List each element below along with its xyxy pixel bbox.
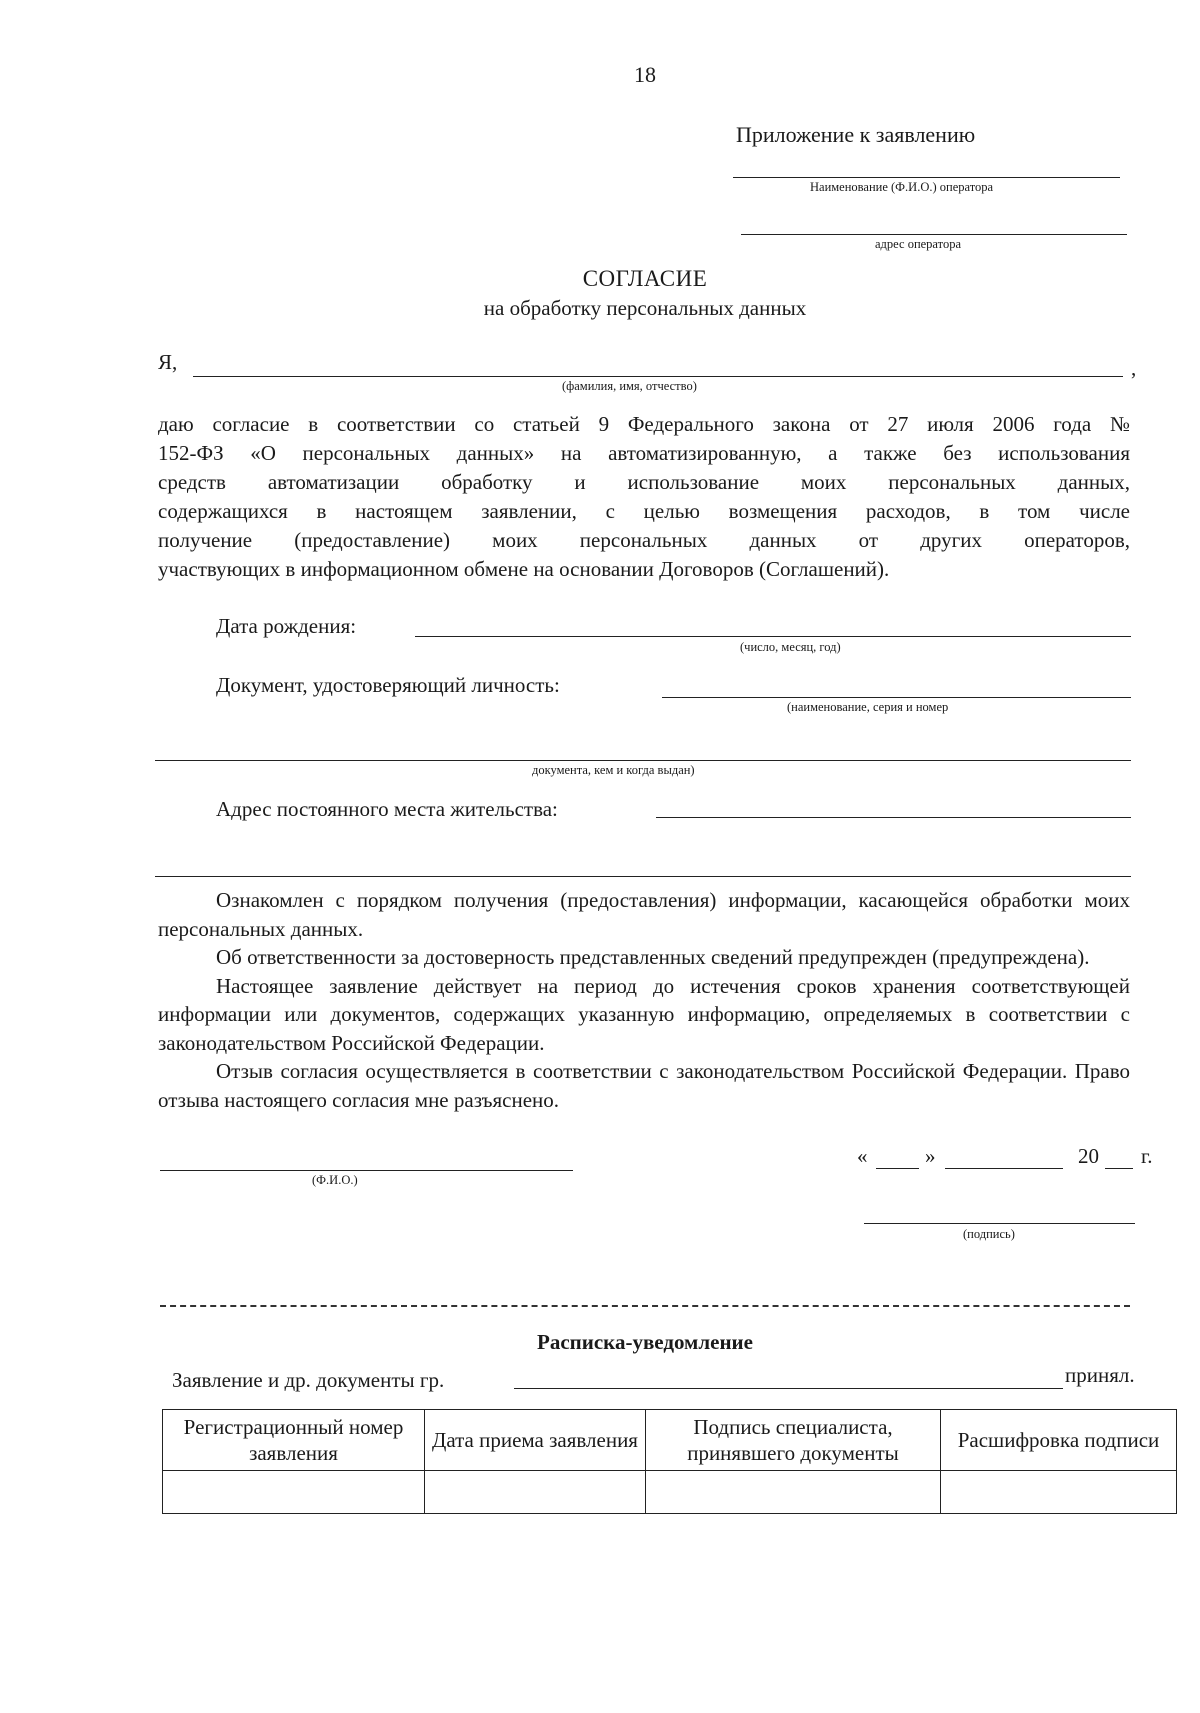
receipt-title: Расписка-уведомление bbox=[537, 1330, 753, 1354]
table-header-row bbox=[163, 1410, 1177, 1471]
consent-line: участвующих в информационном обмене на основании Договоров (Соглашений). bbox=[158, 557, 890, 581]
i-suffix: , bbox=[1131, 356, 1137, 380]
id-document-caption-2: документа, кем и когда выдан) bbox=[532, 763, 695, 777]
fio-short-caption: (Ф.И.О.) bbox=[312, 1173, 358, 1187]
address-label: Адрес постоянного места жительства: bbox=[216, 797, 558, 821]
consent-line: получение (предоставление) моих персональных данных от других операторов, bbox=[158, 528, 1130, 552]
document-subtitle: на обработку персональных данных bbox=[483, 296, 807, 320]
fio-short-line[interactable] bbox=[160, 1170, 573, 1171]
consent-line: 152-ФЗ «О персональных данных» на автоматизированную, а также без использования bbox=[158, 441, 1130, 465]
birth-date-caption: (число, месяц, год) bbox=[740, 640, 841, 654]
date-open-quote: « bbox=[857, 1144, 868, 1168]
consent-line: даю согласие в соответствии со статьей 9 Федерального закона от 27 июля 2006 года № bbox=[158, 412, 1130, 436]
consent-line: средств автоматизации обработку и использование моих персональных данных, bbox=[158, 470, 1130, 494]
acknowledgement-paragraphs bbox=[158, 886, 1130, 1114]
date-year-prefix: 20 bbox=[1078, 1144, 1099, 1168]
date-close-quote: » bbox=[925, 1144, 936, 1168]
date-year-suffix: г. bbox=[1141, 1144, 1153, 1168]
header-acceptance-date: Дата приема заявления bbox=[425, 1410, 646, 1471]
registration-table bbox=[162, 1409, 1177, 1514]
cell-specialist-signature[interactable] bbox=[646, 1471, 941, 1514]
cut-line bbox=[160, 1305, 1130, 1307]
paragraph-acquainted: Ознакомлен с порядком получения (предоставления) информации, касающейся обработки моих персональных данных. bbox=[158, 888, 1130, 941]
date-month-line[interactable] bbox=[945, 1168, 1063, 1169]
address-line[interactable] bbox=[656, 817, 1131, 818]
document-title: СОГЛАСИЕ bbox=[582, 266, 708, 291]
fio-line bbox=[193, 376, 1123, 377]
birth-date-label: Дата рождения: bbox=[216, 614, 357, 638]
cell-acceptance-date[interactable] bbox=[425, 1471, 646, 1514]
cell-signature-decoding[interactable] bbox=[941, 1471, 1177, 1514]
paragraph-withdrawal: Отзыв согласия осуществляется в соответствии с законодательством Российской Федерации. Право отзыва настоящего согласия мне разъяснено. bbox=[158, 1059, 1130, 1112]
receipt-name-line[interactable] bbox=[514, 1388, 1063, 1389]
appendix-title: Приложение к заявлению bbox=[736, 122, 976, 147]
id-document-line[interactable] bbox=[662, 697, 1131, 698]
consent-paragraph bbox=[158, 410, 1130, 584]
receipt-accepted: принял. bbox=[1065, 1363, 1135, 1387]
operator-name-caption: Наименование (Ф.И.О.) оператора bbox=[810, 180, 994, 194]
signature-caption: (подпись) bbox=[963, 1227, 1015, 1241]
table-row bbox=[163, 1471, 1177, 1514]
receipt-text: Заявление и др. документы гр. bbox=[172, 1368, 445, 1392]
id-document-line-2[interactable] bbox=[155, 760, 1131, 761]
date-day-line[interactable] bbox=[876, 1168, 919, 1169]
paragraph-validity: Настоящее заявление действует на период до истечения сроков хранения соответствующей информации или документов, содержащих указанную информацию, определяемых в соответствии с законодательством Российской Федерации. bbox=[158, 973, 1130, 1055]
date-year-line[interactable] bbox=[1105, 1168, 1133, 1169]
operator-address-line bbox=[741, 234, 1127, 235]
page-number: 18 bbox=[634, 62, 656, 87]
i-prefix: Я, bbox=[158, 350, 178, 374]
paragraph-responsibility: Об ответственности за достоверность представленных сведений предупрежден (предупреждена). bbox=[216, 945, 1090, 969]
header-registration-number: Регистрационный номер заявления bbox=[163, 1410, 425, 1471]
id-document-label: Документ, удостоверяющий личность: bbox=[216, 673, 560, 697]
header-specialist-signature: Подпись специалиста, принявшего документы bbox=[646, 1410, 941, 1471]
operator-name-line bbox=[733, 177, 1120, 178]
id-document-caption-1: (наименование, серия и номер bbox=[787, 700, 949, 714]
header-signature-decoding: Расшифровка подписи bbox=[941, 1410, 1177, 1471]
cell-registration-number[interactable] bbox=[163, 1471, 425, 1514]
fio-caption: (фамилия, имя, отчество) bbox=[562, 379, 697, 393]
operator-address-caption: адрес оператора bbox=[875, 237, 961, 251]
signature-line[interactable] bbox=[864, 1223, 1135, 1224]
birth-date-line[interactable] bbox=[415, 636, 1131, 637]
address-line-2[interactable] bbox=[155, 876, 1131, 877]
consent-line: содержащихся в настоящем заявлении, с целью возмещения расходов, в том числе bbox=[158, 499, 1130, 523]
